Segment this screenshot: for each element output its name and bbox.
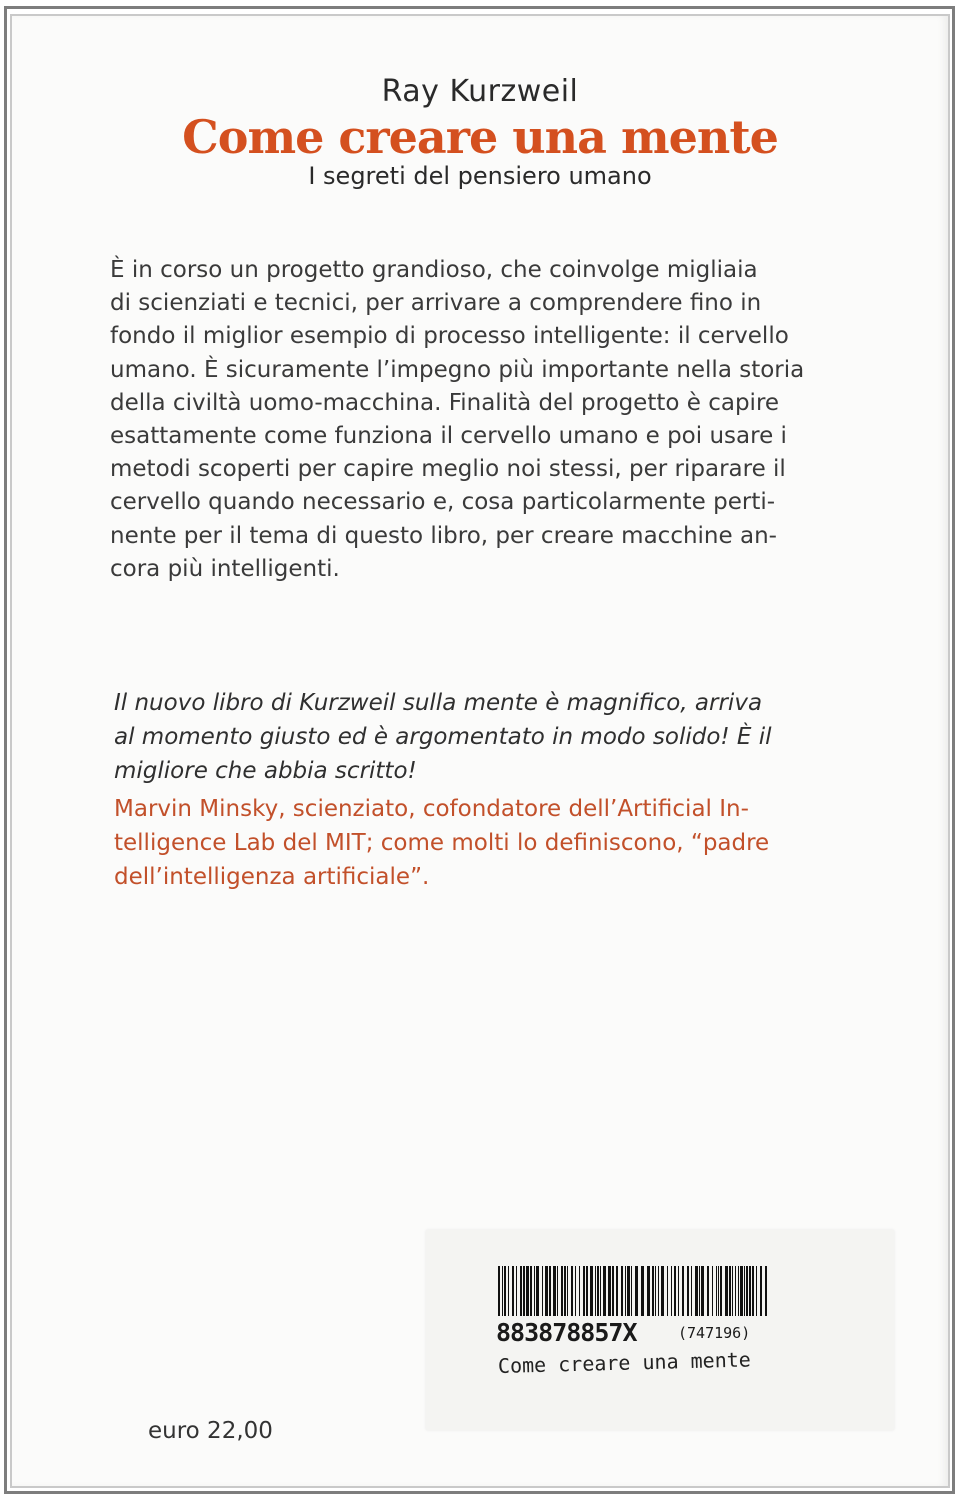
barcode-icon (498, 1266, 768, 1316)
attribution-line: telligence Lab del MIT; come molti lo definiscono, “padre (114, 830, 770, 856)
description-line: cora più intelligenti. (110, 555, 340, 582)
quote-line: migliore che abbia scritto! (114, 758, 417, 784)
description-line: cervello quando necessario e, cosa particolarmente perti- (110, 489, 776, 516)
author-name: Ray Kurzweil (381, 74, 579, 109)
quote-line: Il nuovo libro di Kurzweil sulla mente è magnifico, arriva (114, 690, 763, 716)
book-title: Come creare una mente (182, 110, 778, 164)
review-quote (114, 686, 774, 788)
description-line: metodi scoperti per capire meglio noi stessi, per riparare il (110, 456, 786, 483)
quote-attribution (114, 792, 784, 894)
description-line: esattamente come funziona il cervello umano e poi usare i (110, 423, 787, 450)
attribution-line: dell’intelligenza artificiale”. (114, 864, 430, 890)
description-line: di scienziati e tecnici, per arrivare a comprendere fino in (110, 290, 762, 317)
sticker-title: Come creare una mente (497, 1347, 752, 1378)
description-line: nente per il tema di questo libro, per creare macchine an- (110, 522, 777, 549)
book-back-cover (10, 14, 950, 1488)
price-label: euro 22,00 (148, 1418, 273, 1444)
book-subtitle: I segreti del pensiero umano (308, 162, 652, 190)
description-line: fondo il miglior esempio di processo intelligente: il cervello (110, 323, 789, 350)
attribution-line: Marvin Minsky, scienziato, cofondatore dell’Artificial In- (114, 796, 749, 822)
quote-line: al momento giusto ed è argomentato in modo solido! È il (114, 724, 772, 750)
description-paragraph (110, 254, 822, 586)
isbn-number: 883878857X (496, 1318, 637, 1347)
barcode-sticker (426, 1230, 894, 1430)
description-line: della civiltà uomo-macchina. Finalità del progetto è capire (110, 389, 780, 416)
description-line: umano. È sicuramente l’impegno più importante nella storia (110, 356, 805, 383)
product-code: (747196) (678, 1324, 751, 1342)
description-line: È in corso un progetto grandioso, che coinvolge migliaia (110, 257, 758, 283)
